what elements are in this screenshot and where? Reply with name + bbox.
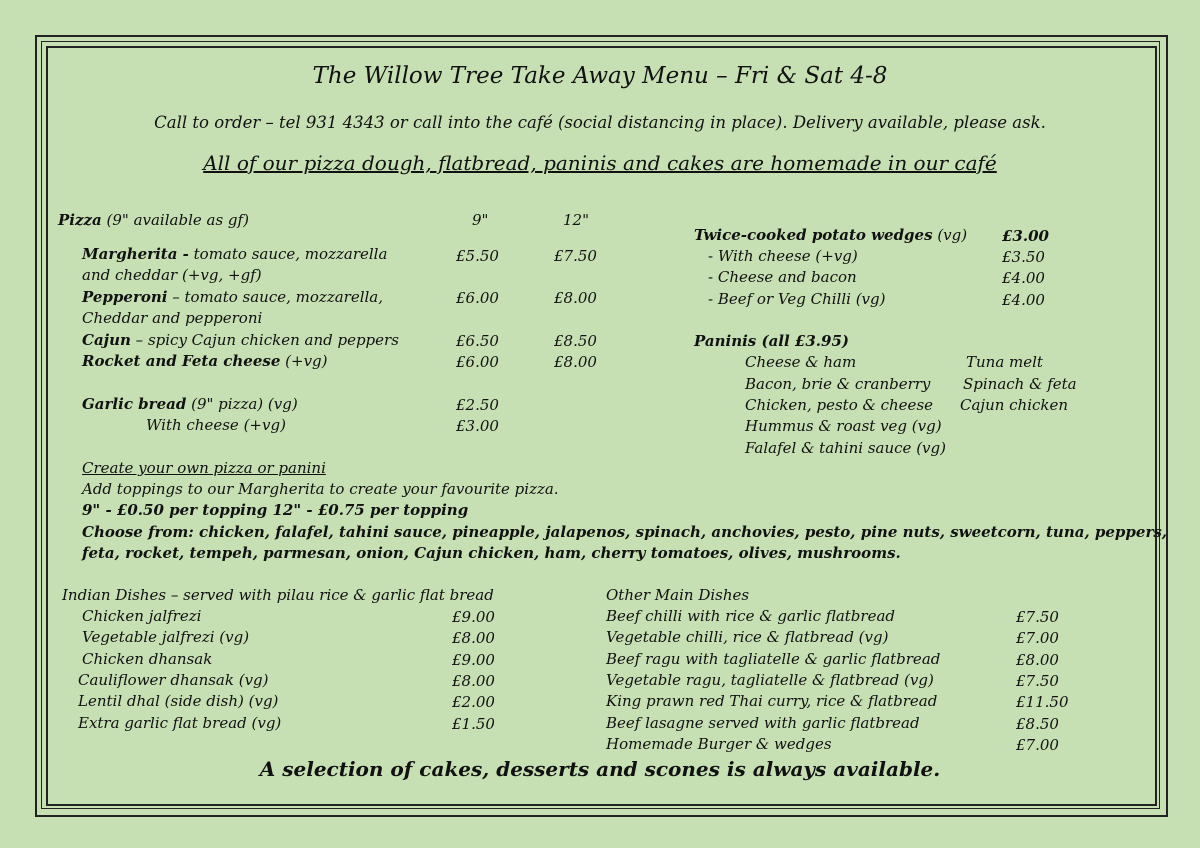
indian-heading: Indian Dishes – served with pilau rice & garlic flat bread — [62, 586, 494, 604]
price-indian-item: £9.00 — [452, 608, 495, 626]
pizza-size-9: 9" — [472, 211, 489, 229]
price-indian-item: £8.00 — [452, 629, 495, 647]
topping-prices: 9" - £0.50 per topping 12" - £0.75 per topping — [82, 501, 469, 519]
indian-item: Chicken jalfrezi — [82, 607, 202, 625]
price-wedges: £3.00 — [1002, 227, 1049, 245]
price-wedges-option: £3.50 — [1002, 248, 1045, 266]
pizza-item-pepperoni: Pepperoni – tomato sauce, mozzarella, — [82, 288, 384, 306]
panini-item: Cheese & ham — [745, 353, 857, 371]
desserts-footer: A selection of cakes, desserts and scones is always available. — [259, 757, 941, 781]
price-other-main: £8.50 — [1016, 715, 1059, 733]
price-other-main: £7.00 — [1016, 629, 1059, 647]
price-wedges-option: £4.00 — [1002, 269, 1045, 287]
indian-item: Chicken dhansak — [82, 650, 213, 668]
panini-item: Hummus & roast veg (vg) — [745, 417, 942, 435]
other-main-item: Homemade Burger & wedges — [606, 735, 832, 753]
pizza-item-rocket-feta: Rocket and Feta cheese (+vg) — [82, 352, 328, 370]
price-rocket-feta-12: £8.00 — [554, 353, 597, 371]
other-mains-heading: Other Main Dishes — [606, 586, 750, 604]
create-own-line1: Add toppings to our Margherita to create your favourite pizza. — [82, 480, 559, 498]
pizza-item-margherita-desc: and cheddar (+vg, +gf) — [82, 266, 262, 284]
topping-options-1: Choose from: chicken, falafel, tahini sauce, pineapple, jalapenos, spinach, anchovies, pesto, pine nuts, sweetcorn, tuna, peppers, — [82, 523, 1168, 541]
price-garlic-bread: £2.50 — [456, 396, 499, 414]
indian-item: Vegetable jalfrezi (vg) — [82, 628, 250, 646]
garlic-bread: Garlic bread (9" pizza) (vg) — [82, 395, 298, 413]
price-cajun-9: £6.50 — [456, 332, 499, 350]
price-indian-item: £8.00 — [452, 672, 495, 690]
panini-item: Spinach & feta — [963, 375, 1077, 393]
price-indian-item: £1.50 — [452, 715, 495, 733]
price-rocket-feta-9: £6.00 — [456, 353, 499, 371]
indian-item: Cauliflower dhansak (vg) — [78, 671, 269, 689]
panini-item: Chicken, pesto & cheese — [745, 396, 934, 414]
price-indian-item: £9.00 — [452, 651, 495, 669]
other-main-item: Beef chilli with rice & garlic flatbread — [606, 607, 895, 625]
wedges-option: - Cheese and bacon — [708, 268, 857, 286]
order-info: Call to order – tel 931 4343 or call into the café (social distancing in place). Delivery available, please ask. — [154, 113, 1046, 132]
price-other-main: £7.00 — [1016, 736, 1059, 754]
price-other-main: £11.50 — [1016, 693, 1069, 711]
wedges-option: - Beef or Veg Chilli (vg) — [708, 290, 886, 308]
topping-options-2: feta, rocket, tempeh, parmesan, onion, Cajun chicken, ham, cherry tomatoes, olives, mushrooms. — [82, 544, 901, 562]
price-other-main: £8.00 — [1016, 651, 1059, 669]
menu-title: The Willow Tree Take Away Menu – Fri & Sat 4-8 — [312, 63, 888, 89]
pizza-item-cajun: Cajun – spicy Cajun chicken and peppers — [82, 331, 399, 349]
price-other-main: £7.50 — [1016, 608, 1059, 626]
create-own-heading: Create your own pizza or panini — [82, 459, 326, 477]
other-main-item: Beef lasagne served with garlic flatbread — [606, 714, 920, 732]
price-pepperoni-9: £6.00 — [456, 289, 499, 307]
panini-item: Cajun chicken — [960, 396, 1069, 414]
pizza-item-margherita: Margherita - tomato sauce, mozzarella — [82, 245, 388, 263]
indian-item: Extra garlic flat bread (vg) — [78, 714, 282, 732]
price-margherita-12: £7.50 — [554, 247, 597, 265]
other-main-item: King prawn red Thai curry, rice & flatbread — [606, 692, 938, 710]
price-other-main: £7.50 — [1016, 672, 1059, 690]
price-cajun-12: £8.50 — [554, 332, 597, 350]
other-main-item: Vegetable ragu, tagliatelle & flatbread (vg) — [606, 671, 934, 689]
pizza-size-12: 12" — [563, 211, 589, 229]
wedges-heading: Twice-cooked potato wedges (vg) — [694, 226, 968, 244]
other-main-item: Vegetable chilli, rice & flatbread (vg) — [606, 628, 889, 646]
price-margherita-9: £5.50 — [456, 247, 499, 265]
price-indian-item: £2.00 — [452, 693, 495, 711]
pizza-item-pepperoni-desc: Cheddar and pepperoni — [82, 309, 263, 327]
wedges-option: - With cheese (+vg) — [708, 247, 858, 265]
paninis-heading: Paninis (all £3.95) — [694, 332, 849, 350]
homemade-tagline: All of our pizza dough, flatbread, paninis and cakes are homemade in our café — [203, 151, 997, 175]
panini-item: Bacon, brie & cranberry — [745, 375, 931, 393]
garlic-bread-cheese: With cheese (+vg) — [146, 416, 286, 434]
price-garlic-bread-cheese: £3.00 — [456, 417, 499, 435]
price-pepperoni-12: £8.00 — [554, 289, 597, 307]
pizza-heading: Pizza (9" available as gf) — [58, 211, 249, 229]
panini-item: Falafel & tahini sauce (vg) — [745, 439, 946, 457]
price-wedges-option: £4.00 — [1002, 291, 1045, 309]
other-main-item: Beef ragu with tagliatelle & garlic flatbread — [606, 650, 941, 668]
panini-item: Tuna melt — [966, 353, 1043, 371]
indian-item: Lentil dhal (side dish) (vg) — [78, 692, 279, 710]
